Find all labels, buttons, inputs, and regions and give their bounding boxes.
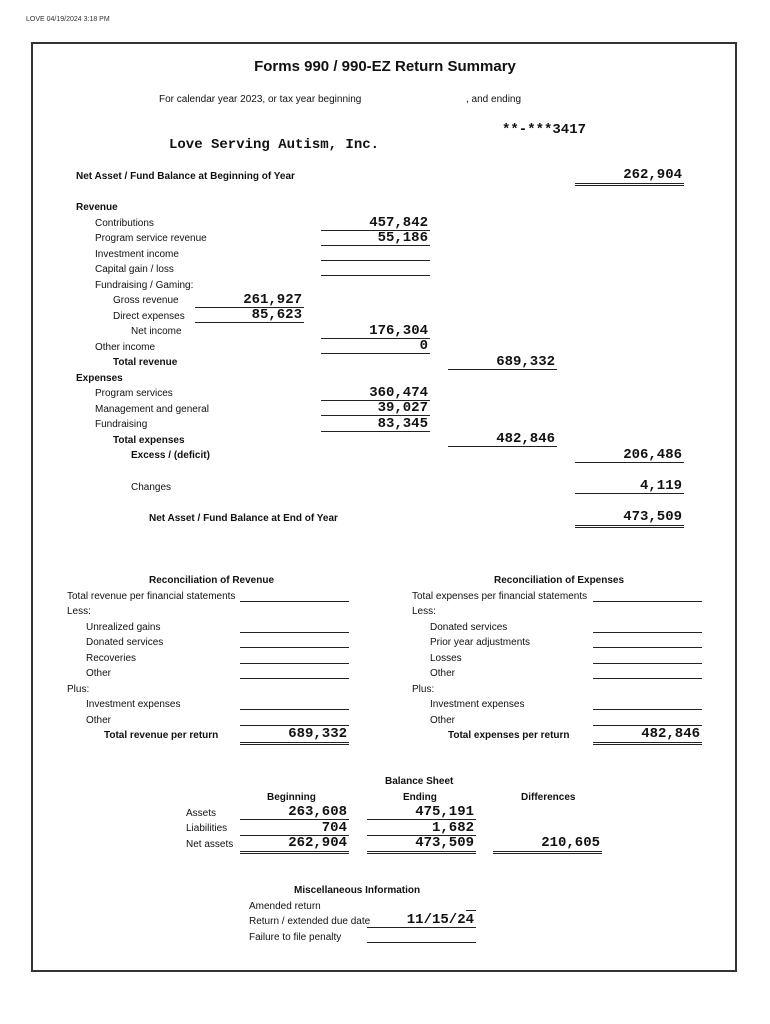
expenses-heading: Expenses — [76, 373, 123, 384]
capital-gain-label: Capital gain / loss — [95, 264, 174, 275]
changes-label: Changes — [131, 482, 172, 493]
contributions-value: 457,842 — [321, 216, 430, 231]
begin-balance-value: 262,904 — [575, 168, 684, 186]
ein: **-***3417 — [502, 122, 587, 138]
recon-exp-plus: Plus: — [412, 684, 435, 695]
mgmt-general-label: Management and general — [95, 404, 209, 415]
recon-exp-total-value: 482,846 — [593, 727, 702, 745]
excess-deficit-label: Excess / (deficit) — [131, 450, 210, 461]
recon-exp-losses-line — [593, 663, 702, 664]
bs-net-assets-begin: 262,904 — [240, 836, 349, 854]
program-services-label: Program services — [95, 388, 173, 399]
due-date-value: 11/15/24 — [367, 913, 476, 928]
penalty-label: Failure to file penalty — [249, 932, 342, 943]
program-service-revenue-label: Program service revenue — [95, 233, 207, 244]
begin-balance-label: Net Asset / Fund Balance at Beginning of Year — [76, 171, 295, 182]
total-revenue-value: 689,332 — [448, 355, 557, 370]
recon-rev-fs-label: Total revenue per financial statements — [67, 591, 236, 602]
recon-rev-unrealized-label: Unrealized gains — [86, 622, 161, 633]
total-revenue-label: Total revenue — [113, 357, 178, 368]
recon-exp-inv-exp-line — [593, 709, 702, 710]
recon-exp-fs-label: Total expenses per financial statements — [412, 591, 588, 602]
net-income-label: Net income — [131, 326, 182, 337]
fundraising-expense-value: 83,345 — [321, 417, 430, 432]
other-income-label: Other income — [95, 342, 156, 353]
recon-exp-prior-year-label: Prior year adjustments — [430, 637, 531, 648]
recon-rev-less: Less: — [67, 606, 91, 617]
net-income-value: 176,304 — [321, 324, 430, 339]
amended-return-line — [466, 910, 476, 911]
recon-rev-fs-line — [240, 601, 349, 602]
total-expenses-value: 482,846 — [448, 432, 557, 447]
recon-exp-other1-line — [593, 678, 702, 679]
recon-exp-other1-label: Other — [430, 668, 456, 679]
bs-liabilities-begin: 704 — [240, 821, 349, 836]
gross-revenue-label: Gross revenue — [113, 295, 179, 306]
recon-rev-inv-exp-label: Investment expenses — [86, 699, 181, 710]
recon-rev-donated-line — [240, 647, 349, 648]
recon-exp-total-label: Total expenses per return — [448, 730, 570, 741]
end-balance-label: Net Asset / Fund Balance at End of Year — [149, 513, 338, 524]
amended-return-label: Amended return — [249, 901, 321, 912]
recon-rev-total-value: 689,332 — [240, 727, 349, 745]
print-stamp: LOVE 04/19/2024 3:18 PM — [26, 16, 110, 23]
contributions-label: Contributions — [95, 218, 154, 229]
fundraising-gaming-label: Fundraising / Gaming: — [95, 280, 194, 291]
bs-net-assets-label: Net assets — [186, 839, 234, 850]
bs-col-differences: Differences — [521, 792, 576, 803]
bs-liabilities-end: 1,682 — [367, 821, 476, 836]
misc-title: Miscellaneous Information — [294, 885, 421, 896]
recon-exp-inv-exp-label: Investment expenses — [430, 699, 525, 710]
recon-exp-losses-label: Losses — [430, 653, 462, 664]
fundraising-expense-label: Fundraising — [95, 419, 148, 430]
recon-exp-prior-year-line — [593, 647, 702, 648]
investment-income-line — [321, 260, 430, 261]
bs-assets-begin: 263,608 — [240, 805, 349, 820]
recon-exp-donated-label: Donated services — [430, 622, 508, 633]
other-income-value: 0 — [321, 339, 430, 354]
revenue-heading: Revenue — [76, 202, 118, 213]
recon-exp-fs-line — [593, 601, 702, 602]
program-service-revenue-value: 55,186 — [321, 231, 430, 246]
bs-col-ending: Ending — [403, 792, 437, 803]
bs-net-assets-diff: 210,605 — [493, 836, 602, 854]
tax-year-suffix: , and ending — [466, 94, 522, 105]
recon-rev-recoveries-label: Recoveries — [86, 653, 137, 664]
total-expenses-label: Total expenses — [113, 435, 185, 446]
recon-rev-donated-label: Donated services — [86, 637, 164, 648]
recon-exp-less: Less: — [412, 606, 436, 617]
organization-name: Love Serving Autism, Inc. — [169, 137, 380, 153]
recon-rev-unrealized-line — [240, 632, 349, 633]
bs-assets-end: 475,191 — [367, 805, 476, 820]
investment-income-label: Investment income — [95, 249, 179, 260]
recon-rev-total-label: Total revenue per return — [104, 730, 219, 741]
program-services-value: 360,474 — [321, 386, 430, 401]
recon-rev-other2-label: Other — [86, 715, 112, 726]
recon-rev-other1-label: Other — [86, 668, 112, 679]
excess-deficit-value: 206,486 — [575, 448, 684, 463]
mgmt-general-value: 39,027 — [321, 401, 430, 416]
page-title: Forms 990 / 990-EZ Return Summary — [254, 58, 516, 75]
recon-exp-donated-line — [593, 632, 702, 633]
recon-rev-inv-exp-line — [240, 709, 349, 710]
due-date-label: Return / extended due date — [249, 916, 371, 927]
bs-col-beginning: Beginning — [267, 792, 316, 803]
end-balance-value: 473,509 — [575, 510, 684, 528]
recon-rev-plus: Plus: — [67, 684, 90, 695]
recon-exp-other2-label: Other — [430, 715, 456, 726]
recon-expenses-title: Reconciliation of Expenses — [494, 575, 625, 586]
recon-rev-other1-line — [240, 678, 349, 679]
recon-rev-recoveries-line — [240, 663, 349, 664]
tax-year-prefix: For calendar year 2023, or tax year beginning — [159, 94, 362, 105]
gross-revenue-value: 261,927 — [195, 293, 304, 308]
penalty-line — [367, 942, 476, 943]
recon-revenue-title: Reconciliation of Revenue — [149, 575, 275, 586]
changes-value: 4,119 — [575, 479, 684, 494]
bs-assets-label: Assets — [186, 808, 217, 819]
direct-expenses-label: Direct expenses — [113, 311, 185, 322]
bs-liabilities-label: Liabilities — [186, 823, 228, 834]
balance-sheet-title: Balance Sheet — [385, 776, 454, 787]
direct-expenses-value: 85,623 — [195, 308, 304, 323]
capital-gain-line — [321, 275, 430, 276]
bs-net-assets-end: 473,509 — [367, 836, 476, 854]
